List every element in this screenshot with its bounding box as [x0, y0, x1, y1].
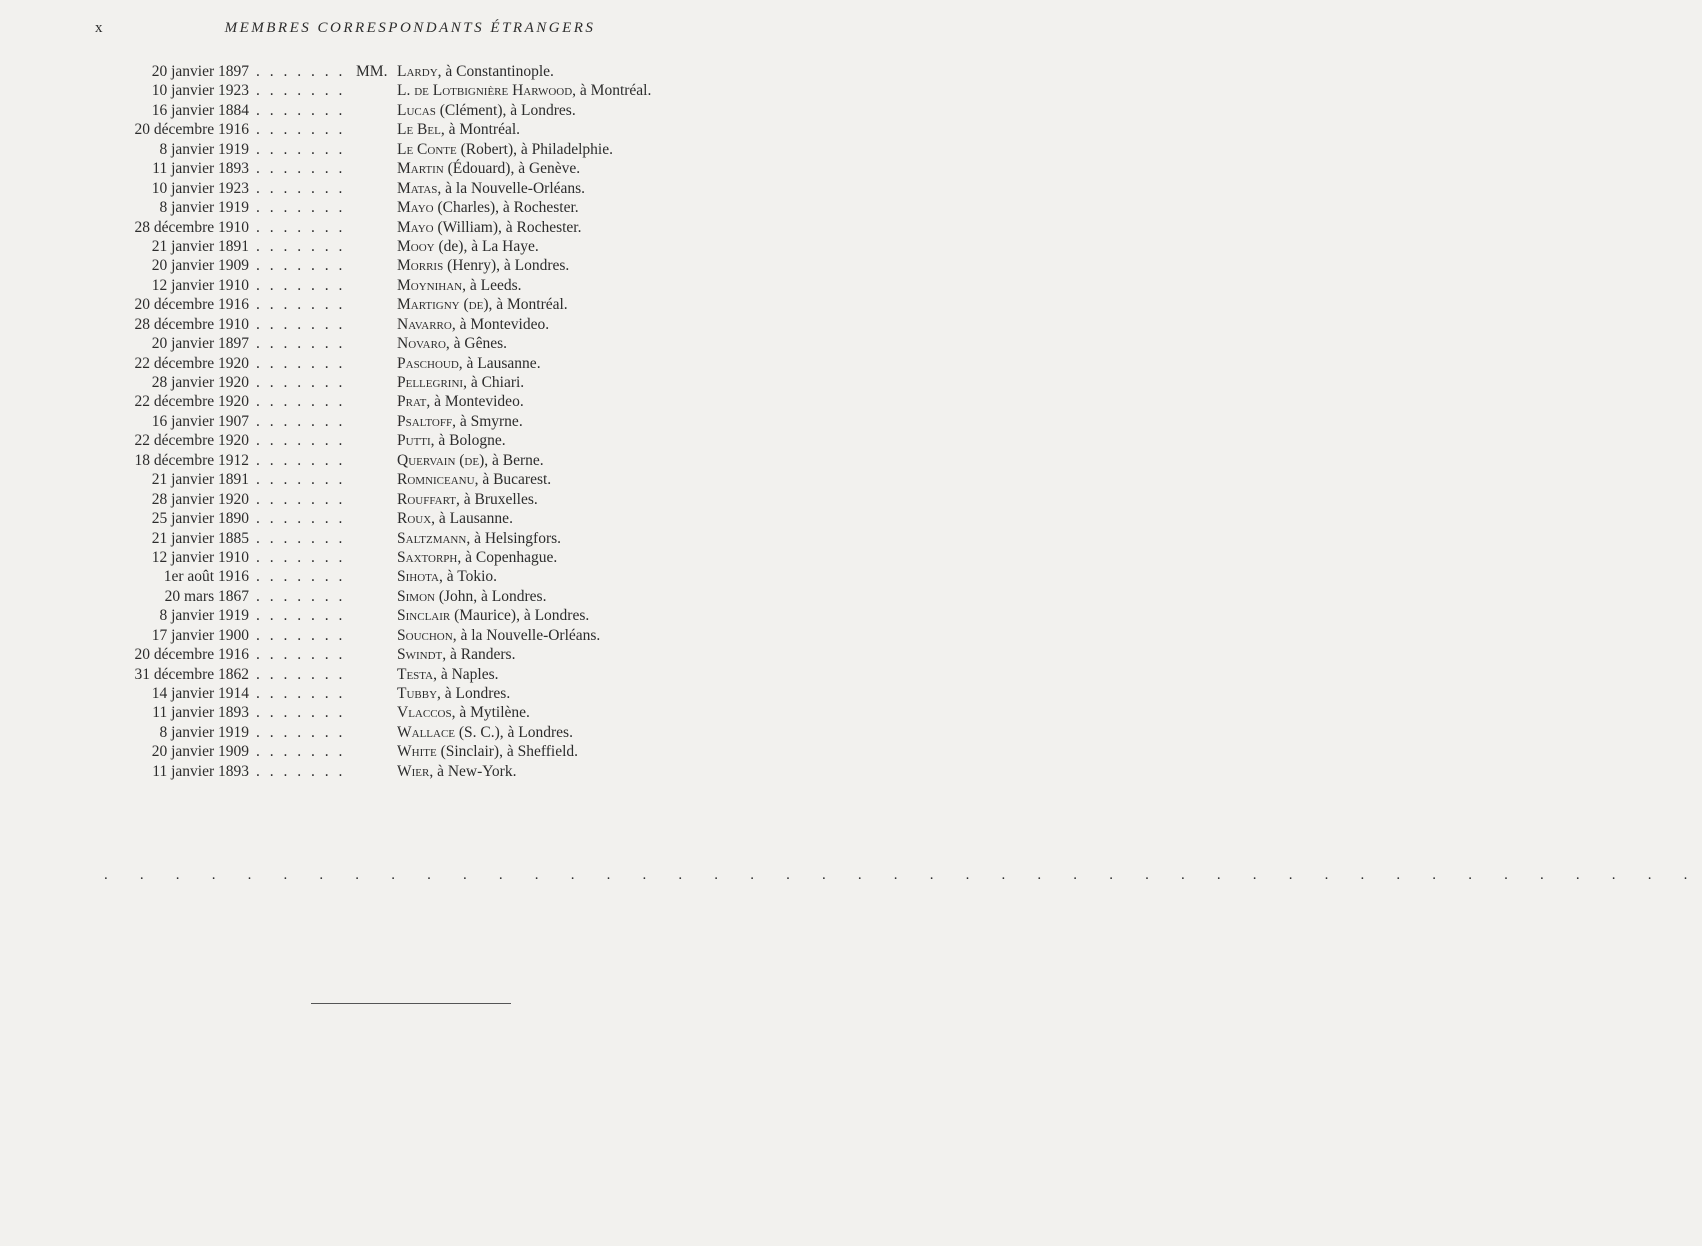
list-item: [0, 315, 800, 334]
nomination-date: 20 mars 1867: [164, 587, 249, 605]
member-details: , à Bruxelles.: [455, 490, 538, 508]
member-entry: [397, 665, 499, 684]
list-item: [0, 626, 800, 645]
member-entry: [397, 626, 600, 645]
nomination-date: 28 janvier 1920: [151, 374, 249, 391]
nomination-date: 28 décembre 1910: [134, 315, 249, 333]
dot-leader: . . . . . . .: [256, 199, 346, 217]
member-details: (John, à Londres.: [434, 587, 547, 605]
list-item: [0, 237, 800, 256]
member-entry: [397, 315, 549, 334]
member-entry: [397, 334, 507, 353]
member-name: Navarro: [397, 315, 452, 333]
member-details: , à Lausanne.: [431, 510, 513, 528]
nomination-date: 20 janvier 1897: [151, 335, 249, 353]
dot-leader: . . . . . . .: [256, 685, 346, 702]
dot-leader: . . . . . . .: [256, 140, 346, 158]
member-name: Lardy: [397, 63, 438, 80]
nomination-date: 22 décembre 1920: [134, 354, 249, 372]
nomination-date: 28 janvier 1920: [151, 490, 249, 508]
member-name: Moynihan: [397, 276, 463, 294]
dot-leader: . . . . . . .: [256, 471, 346, 489]
list-item: [0, 567, 800, 586]
member-details: , à Naples.: [433, 665, 499, 683]
list-item: [0, 256, 800, 275]
member-details: , à Copenhague.: [457, 548, 558, 566]
nomination-date: 21 janvier 1885: [151, 529, 249, 547]
member-details: , à Mytilène.: [451, 704, 530, 722]
dot-leader: . . . . . . .: [256, 160, 346, 178]
list-item: [0, 490, 800, 509]
dot-leader: . . . . . . .: [256, 510, 346, 528]
member-details: , à Randers.: [442, 646, 516, 664]
nomination-date: 12 janvier 1910: [151, 548, 249, 566]
member-entry: [397, 645, 515, 664]
member-details: , à Montevideo.: [451, 315, 550, 333]
list-item: [0, 587, 800, 606]
member-entry: [397, 218, 581, 237]
end-rule: [311, 1003, 511, 1004]
list-item: [0, 62, 800, 81]
member-name: Vlaccos: [397, 704, 452, 722]
nomination-date: 18 décembre 1912: [134, 451, 249, 469]
member-entry: [397, 198, 579, 217]
nomination-date: 11 janvier 1893: [152, 160, 249, 178]
dot-leader: . . . . . . .: [256, 762, 346, 780]
member-entry: [397, 431, 506, 450]
member-entry: [397, 529, 561, 548]
nomination-date: 25 janvier 1890: [151, 510, 249, 528]
list-item: [0, 218, 800, 237]
member-details: , à Gênes.: [445, 335, 508, 353]
member-entry: [397, 62, 554, 81]
member-name: L. de Lotbignière Harwood: [397, 82, 573, 100]
nomination-date: 10 janvier 1923: [151, 179, 249, 197]
member-name: Sihota: [397, 568, 439, 586]
dot-leader: . . . . . . .: [256, 237, 346, 255]
member-name: Souchon: [397, 626, 453, 644]
member-entry: [397, 470, 551, 489]
member-details: , à Lausanne.: [458, 354, 541, 372]
member-name: Morris: [397, 257, 444, 275]
member-name: Quervain (de): [397, 451, 485, 469]
nomination-date: 20 décembre 1916: [134, 296, 249, 314]
member-details: , à la Nouvelle-Orléans.: [437, 179, 586, 197]
member-name: Martigny (de): [397, 296, 489, 314]
list-item: [0, 276, 800, 295]
member-details: , à Helsingfors.: [466, 529, 562, 547]
list-item: [0, 606, 800, 625]
nomination-date: 21 janvier 1891: [151, 471, 249, 489]
member-entry: [397, 179, 585, 198]
page-header: [0, 20, 800, 44]
list-item: [0, 354, 800, 373]
member-entry: [397, 295, 568, 314]
member-details: , à Montréal.: [440, 121, 521, 139]
dot-leader: . . . . . . .: [256, 82, 346, 100]
member-name: Le Bel: [397, 121, 441, 139]
dot-leader: . . . . . . .: [256, 743, 346, 761]
dot-leader: . . . . . . .: [256, 607, 346, 625]
nomination-date: 16 janvier 1884: [151, 101, 249, 119]
nomination-date: 22 décembre 1920: [134, 432, 249, 450]
nomination-date: 16 janvier 1907: [151, 412, 249, 430]
member-entry: [397, 606, 589, 625]
member-name: Novaro: [397, 335, 446, 353]
list-item: [0, 645, 800, 664]
member-entry: [397, 509, 513, 528]
nomination-date: 20 janvier 1909: [151, 743, 249, 761]
member-entry: [397, 723, 573, 742]
nomination-date: 10 janvier 1923: [151, 82, 249, 100]
dot-leader: . . . . . . .: [256, 393, 346, 411]
member-list: [0, 62, 800, 781]
member-details: , à Leeds.: [462, 276, 522, 294]
nomination-date: 8 janvier 1919: [159, 607, 249, 625]
member-entry: [397, 120, 520, 139]
list-item: [0, 120, 800, 139]
dot-leader: . . . . . . .: [256, 335, 346, 353]
dot-leader: . . . . . . .: [256, 374, 346, 391]
member-details: , à Tokio.: [438, 568, 498, 586]
nomination-date: 8 janvier 1919: [159, 723, 249, 741]
dot-leader: . . . . . . .: [256, 179, 346, 197]
dot-leader: . . . . . . .: [256, 451, 346, 469]
member-entry: [397, 159, 580, 178]
dot-leader: . . . . . . .: [256, 257, 346, 275]
dot-leader: . . . . . . .: [256, 276, 346, 294]
list-item: [0, 703, 800, 722]
dot-leader: . . . . . . .: [256, 665, 346, 683]
dot-leader: . . . . . . .: [256, 704, 346, 722]
dot-leader: . . . . . . .: [256, 63, 346, 80]
member-name: Saxtorph: [397, 548, 458, 566]
dot-leader: . . . . . . .: [256, 412, 346, 430]
list-item: [0, 742, 800, 761]
list-item: [0, 665, 800, 684]
member-entry: [397, 373, 524, 392]
dot-leader: . . . . . . .: [256, 723, 346, 741]
member-details: , à Bucarest.: [474, 471, 552, 489]
member-details: (S. C.), à Londres.: [455, 723, 573, 741]
member-name: Sinclair: [397, 607, 451, 625]
list-item: [0, 140, 800, 159]
nomination-date: 21 janvier 1891: [151, 237, 249, 255]
list-item: [0, 762, 800, 781]
member-entry: [397, 451, 544, 470]
member-name: Le Conte: [397, 140, 457, 158]
member-name: Mayo: [397, 218, 434, 236]
nomination-date: 8 janvier 1919: [159, 199, 249, 217]
member-entry: [397, 140, 613, 159]
member-entry: [397, 276, 522, 295]
member-details: (Charles), à Rochester.: [433, 199, 579, 217]
member-entry: [397, 703, 530, 722]
member-name: Prat: [397, 393, 427, 411]
member-name: Saltzmann: [397, 529, 467, 547]
nomination-date: 14 janvier 1914: [151, 685, 249, 702]
list-item: [0, 101, 800, 120]
member-name: Wallace: [397, 723, 456, 741]
member-name: Martin: [397, 160, 444, 178]
nomination-date: 20 décembre 1916: [134, 646, 249, 664]
list-item: [0, 684, 800, 703]
member-name: Rouffart: [397, 490, 456, 508]
member-details: (Sinclair), à Sheffield.: [436, 743, 579, 761]
nomination-date: 11 janvier 1893: [152, 762, 249, 780]
member-name: Tubby: [397, 685, 438, 702]
member-name: Wier: [397, 762, 430, 780]
dot-leader: . . . . . . .: [256, 548, 346, 566]
list-item: [0, 723, 800, 742]
nomination-date: 8 janvier 1919: [159, 140, 249, 158]
nomination-date: 20 janvier 1909: [151, 257, 249, 275]
member-name: Paschoud: [397, 354, 459, 372]
list-item: [0, 198, 800, 217]
member-name: Romniceanu: [397, 471, 475, 489]
member-entry: [397, 412, 523, 431]
nomination-date: 28 décembre 1910: [134, 218, 249, 236]
member-entry: [397, 490, 538, 509]
member-entry: [397, 684, 510, 703]
member-details: , à Smyrne.: [452, 412, 523, 430]
dot-leader: . . . . . . .: [256, 101, 346, 119]
nomination-date: 11 janvier 1893: [152, 704, 249, 722]
member-name: Pellegrini: [397, 374, 464, 391]
dot-leader: . . . . . . .: [256, 646, 346, 664]
list-item: [0, 81, 800, 100]
list-item: [0, 470, 800, 489]
nomination-date: 20 décembre 1916: [134, 121, 249, 139]
dot-leader: . . . . . . .: [256, 432, 346, 450]
member-entry: [397, 742, 578, 761]
dot-leader: . . . . . . .: [256, 296, 346, 314]
nomination-date: 12 janvier 1910: [151, 276, 249, 294]
dot-leader: . . . . . . .: [256, 587, 346, 605]
list-item: [0, 451, 800, 470]
dot-leader: . . . . . . .: [256, 568, 346, 586]
member-entry: [397, 101, 576, 120]
member-entry: [397, 354, 541, 373]
messieurs-label: MM.: [356, 63, 388, 80]
dot-leader: . . . . . . .: [256, 315, 346, 333]
member-entry: [397, 567, 497, 586]
member-name: Mooy: [397, 237, 435, 255]
member-details: , à Constantinople.: [437, 63, 554, 80]
member-details: (Clément), à Londres.: [435, 101, 576, 119]
member-details: , à Berne.: [484, 451, 544, 469]
member-details: (de), à La Haye.: [434, 237, 539, 255]
member-entry: [397, 548, 557, 567]
running-title: MEMBRES CORRESPONDANTS ÉTRANGERS: [224, 20, 596, 36]
member-details: , à Montréal.: [572, 82, 652, 100]
dot-leader: . . . . . . .: [256, 626, 346, 644]
list-item: [0, 431, 800, 450]
list-item: [0, 179, 800, 198]
member-details: , à New-York.: [429, 762, 517, 780]
member-name: Putti: [397, 432, 431, 450]
dotted-fill-line: . . . . . . . . . . . . . . . . . . . . . . . . . . . . . . . . . . . . . . . . . . . . .: [104, 867, 1702, 883]
member-name: Simon: [397, 587, 435, 605]
list-item: [0, 334, 800, 353]
list-item: [0, 392, 800, 411]
member-details: , à Chiari.: [463, 374, 525, 391]
member-details: , à Bologne.: [430, 432, 506, 450]
member-details: , à Montevideo.: [426, 393, 524, 411]
member-name: Swindt: [397, 646, 443, 664]
member-name: Psaltoff: [397, 412, 453, 430]
list-item: [0, 509, 800, 528]
list-item: [0, 529, 800, 548]
member-name: Mayo: [397, 199, 434, 217]
nomination-date: 31 décembre 1862: [134, 665, 249, 683]
member-details: (William), à Rochester.: [433, 218, 582, 236]
dot-leader: . . . . . . .: [256, 354, 346, 372]
page-number: x: [95, 20, 104, 36]
member-entry: [397, 587, 546, 606]
nomination-date: 22 décembre 1920: [134, 393, 249, 411]
member-details: , à Londres.: [437, 685, 511, 702]
member-name: Testa: [397, 665, 434, 683]
member-entry: [397, 237, 539, 256]
member-name: Lucas: [397, 101, 436, 119]
list-item: [0, 412, 800, 431]
member-details: (Édouard), à Genève.: [443, 160, 581, 178]
member-name: Matas: [397, 179, 438, 197]
member-entry: [397, 256, 569, 275]
member-entry: [397, 81, 651, 100]
list-item: [0, 373, 800, 392]
member-name: Roux: [397, 510, 432, 528]
list-item: [0, 159, 800, 178]
member-entry: [397, 762, 516, 781]
member-details: (Maurice), à Londres.: [450, 607, 590, 625]
dot-leader: . . . . . . .: [256, 490, 346, 508]
dot-leader: . . . . . . .: [256, 121, 346, 139]
member-details: , à Montréal.: [488, 296, 568, 314]
dot-leader: . . . . . . .: [256, 529, 346, 547]
member-details: , à la Nouvelle-Orléans.: [452, 626, 601, 644]
member-name: White: [397, 743, 437, 761]
nomination-date: 20 janvier 1897: [151, 63, 249, 80]
member-details: (Henry), à Londres.: [443, 257, 570, 275]
member-details: (Robert), à Philadelphie.: [456, 140, 613, 158]
list-item: [0, 295, 800, 314]
nomination-date: 1er août 1916: [163, 568, 249, 586]
member-entry: [397, 392, 524, 411]
dot-leader: . . . . . . .: [256, 218, 346, 236]
nomination-date: 17 janvier 1900: [151, 626, 249, 644]
list-item: [0, 548, 800, 567]
